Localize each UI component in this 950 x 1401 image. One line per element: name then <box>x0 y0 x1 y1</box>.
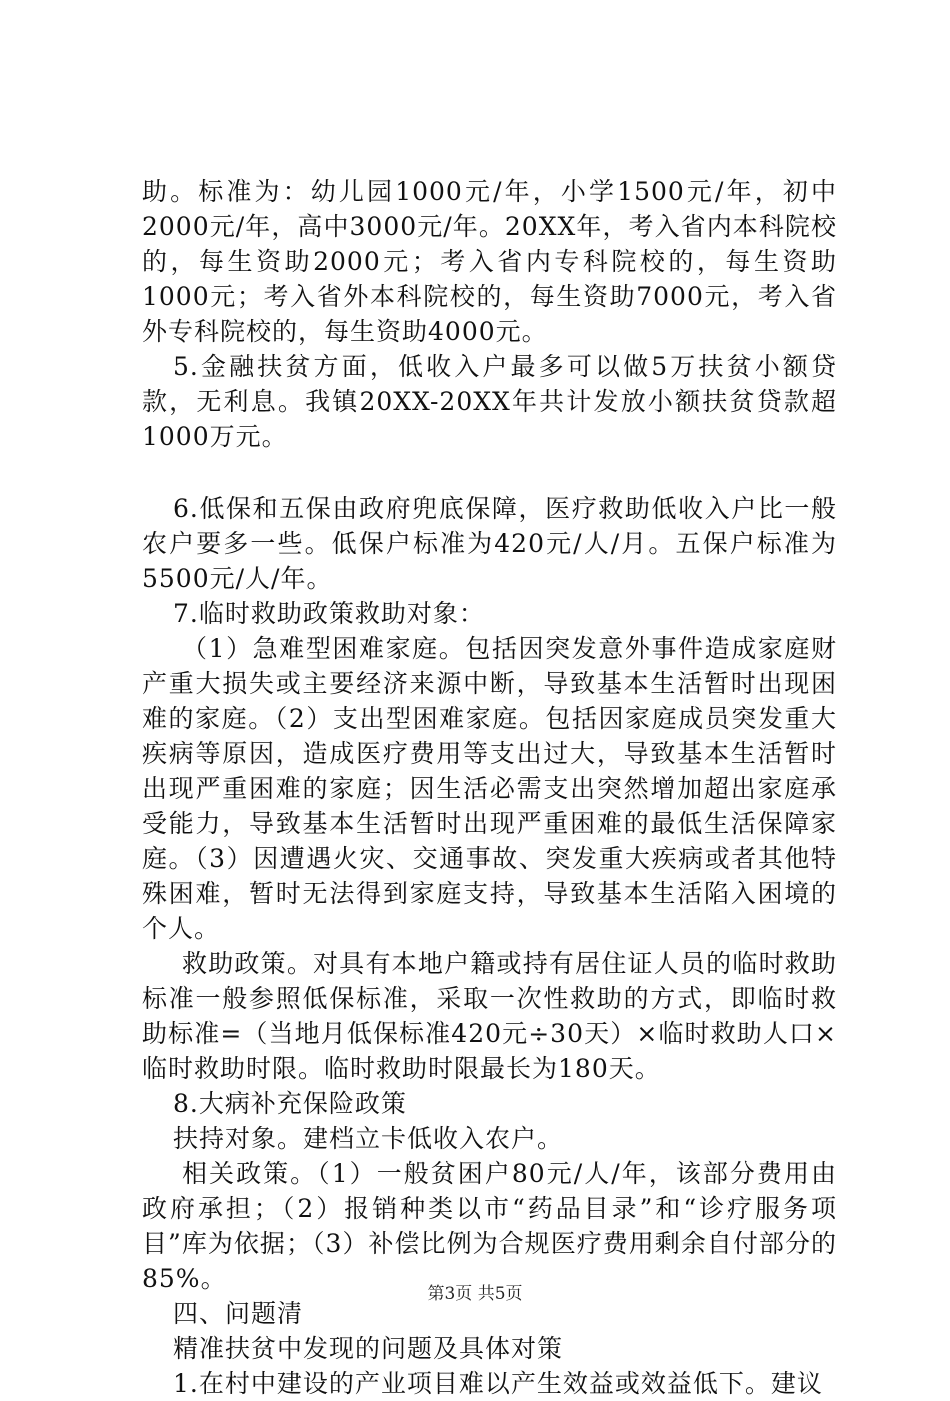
paragraph-financial-aid: 5.金融扶贫方面，低收入户最多可以做5万扶贫小额贷款，无利息。我镇20XX-20XX年共计发放小额扶贫贷款超1000万元。 <box>142 352 837 451</box>
paragraph-problem-1: 1.在村中建设的产业项目难以产生效益或效益低下。建议 <box>173 1369 823 1398</box>
paragraph-temporary-aid-heading: 7.临时救助政策救助对象： <box>173 599 485 628</box>
paragraph-insurance-policy: 相关政策。（1）一般贫困户80元/人/年，该部分费用由政府承担；（2）报销种类以市“药品目录”和“诊疗服务项目”库为依据；（3）补偿比例为合规医疗费用剩余自付部分的85%。 <box>142 1159 837 1293</box>
paragraph-minimum-living: 6.低保和五保由政府兜底保障，医疗救助低收入户比一般农户要多一些。低保户标准为420元/人/月。五保户标准为5500元/人/年。 <box>142 494 837 593</box>
section-heading-problems: 四、问题清 <box>173 1299 304 1328</box>
paragraph-problems-subtitle: 精准扶贫中发现的问题及具体对策 <box>173 1334 564 1363</box>
paragraph-insurance-targets: 扶持对象。建档立卡低收入农户。 <box>173 1124 564 1153</box>
page-footer: 第3页 共5页 <box>427 1284 523 1304</box>
paragraph-temporary-aid-targets: （1）急难型困难家庭。包括因突发意外事件造成家庭财产重大损失或主要经济来源中断，导致基本生活暂时出现困难的家庭。（2）支出型困难家庭。包括因家庭成员突发重大疾病等原因，造成医疗费用等支出过大，导致基本生活暂时出现严重困难的家庭；因生活必需支出突然增加超出家庭承受能力，导致基本生活暂时出现严重困难的最低生活保障家庭。（3）因遭遇火灾、交通事故、突发重大疾病或者其他特殊困难，暂时无法得到家庭支持，导致基本生活陷入困境的个人。 <box>142 634 837 943</box>
document-body <box>142 174 837 1401</box>
paragraph-education-aid: 助。标准为：幼儿园1000元/年，小学1500元/年，初中2000元/年，高中3000元/年。20XX年，考入省内本科院校的，每生资助2000元；考入省内专科院校的，每生资助1000元；考入省外本科院校的，每生资助7000元，考入省外专科院校的，每生资助4000元。 <box>142 177 837 346</box>
paragraph-temporary-aid-policy: 救助政策。对具有本地户籍或持有居住证人员的临时救助标准一般参照低保标准，采取一次性救助的方式，即临时救助标准=（当地月低保标准420元÷30天）×临时救助人口×临时救助时限。临时救助时限最长为180天。 <box>142 949 837 1083</box>
paragraph-insurance-heading: 8.大病补充保险政策 <box>173 1089 407 1118</box>
